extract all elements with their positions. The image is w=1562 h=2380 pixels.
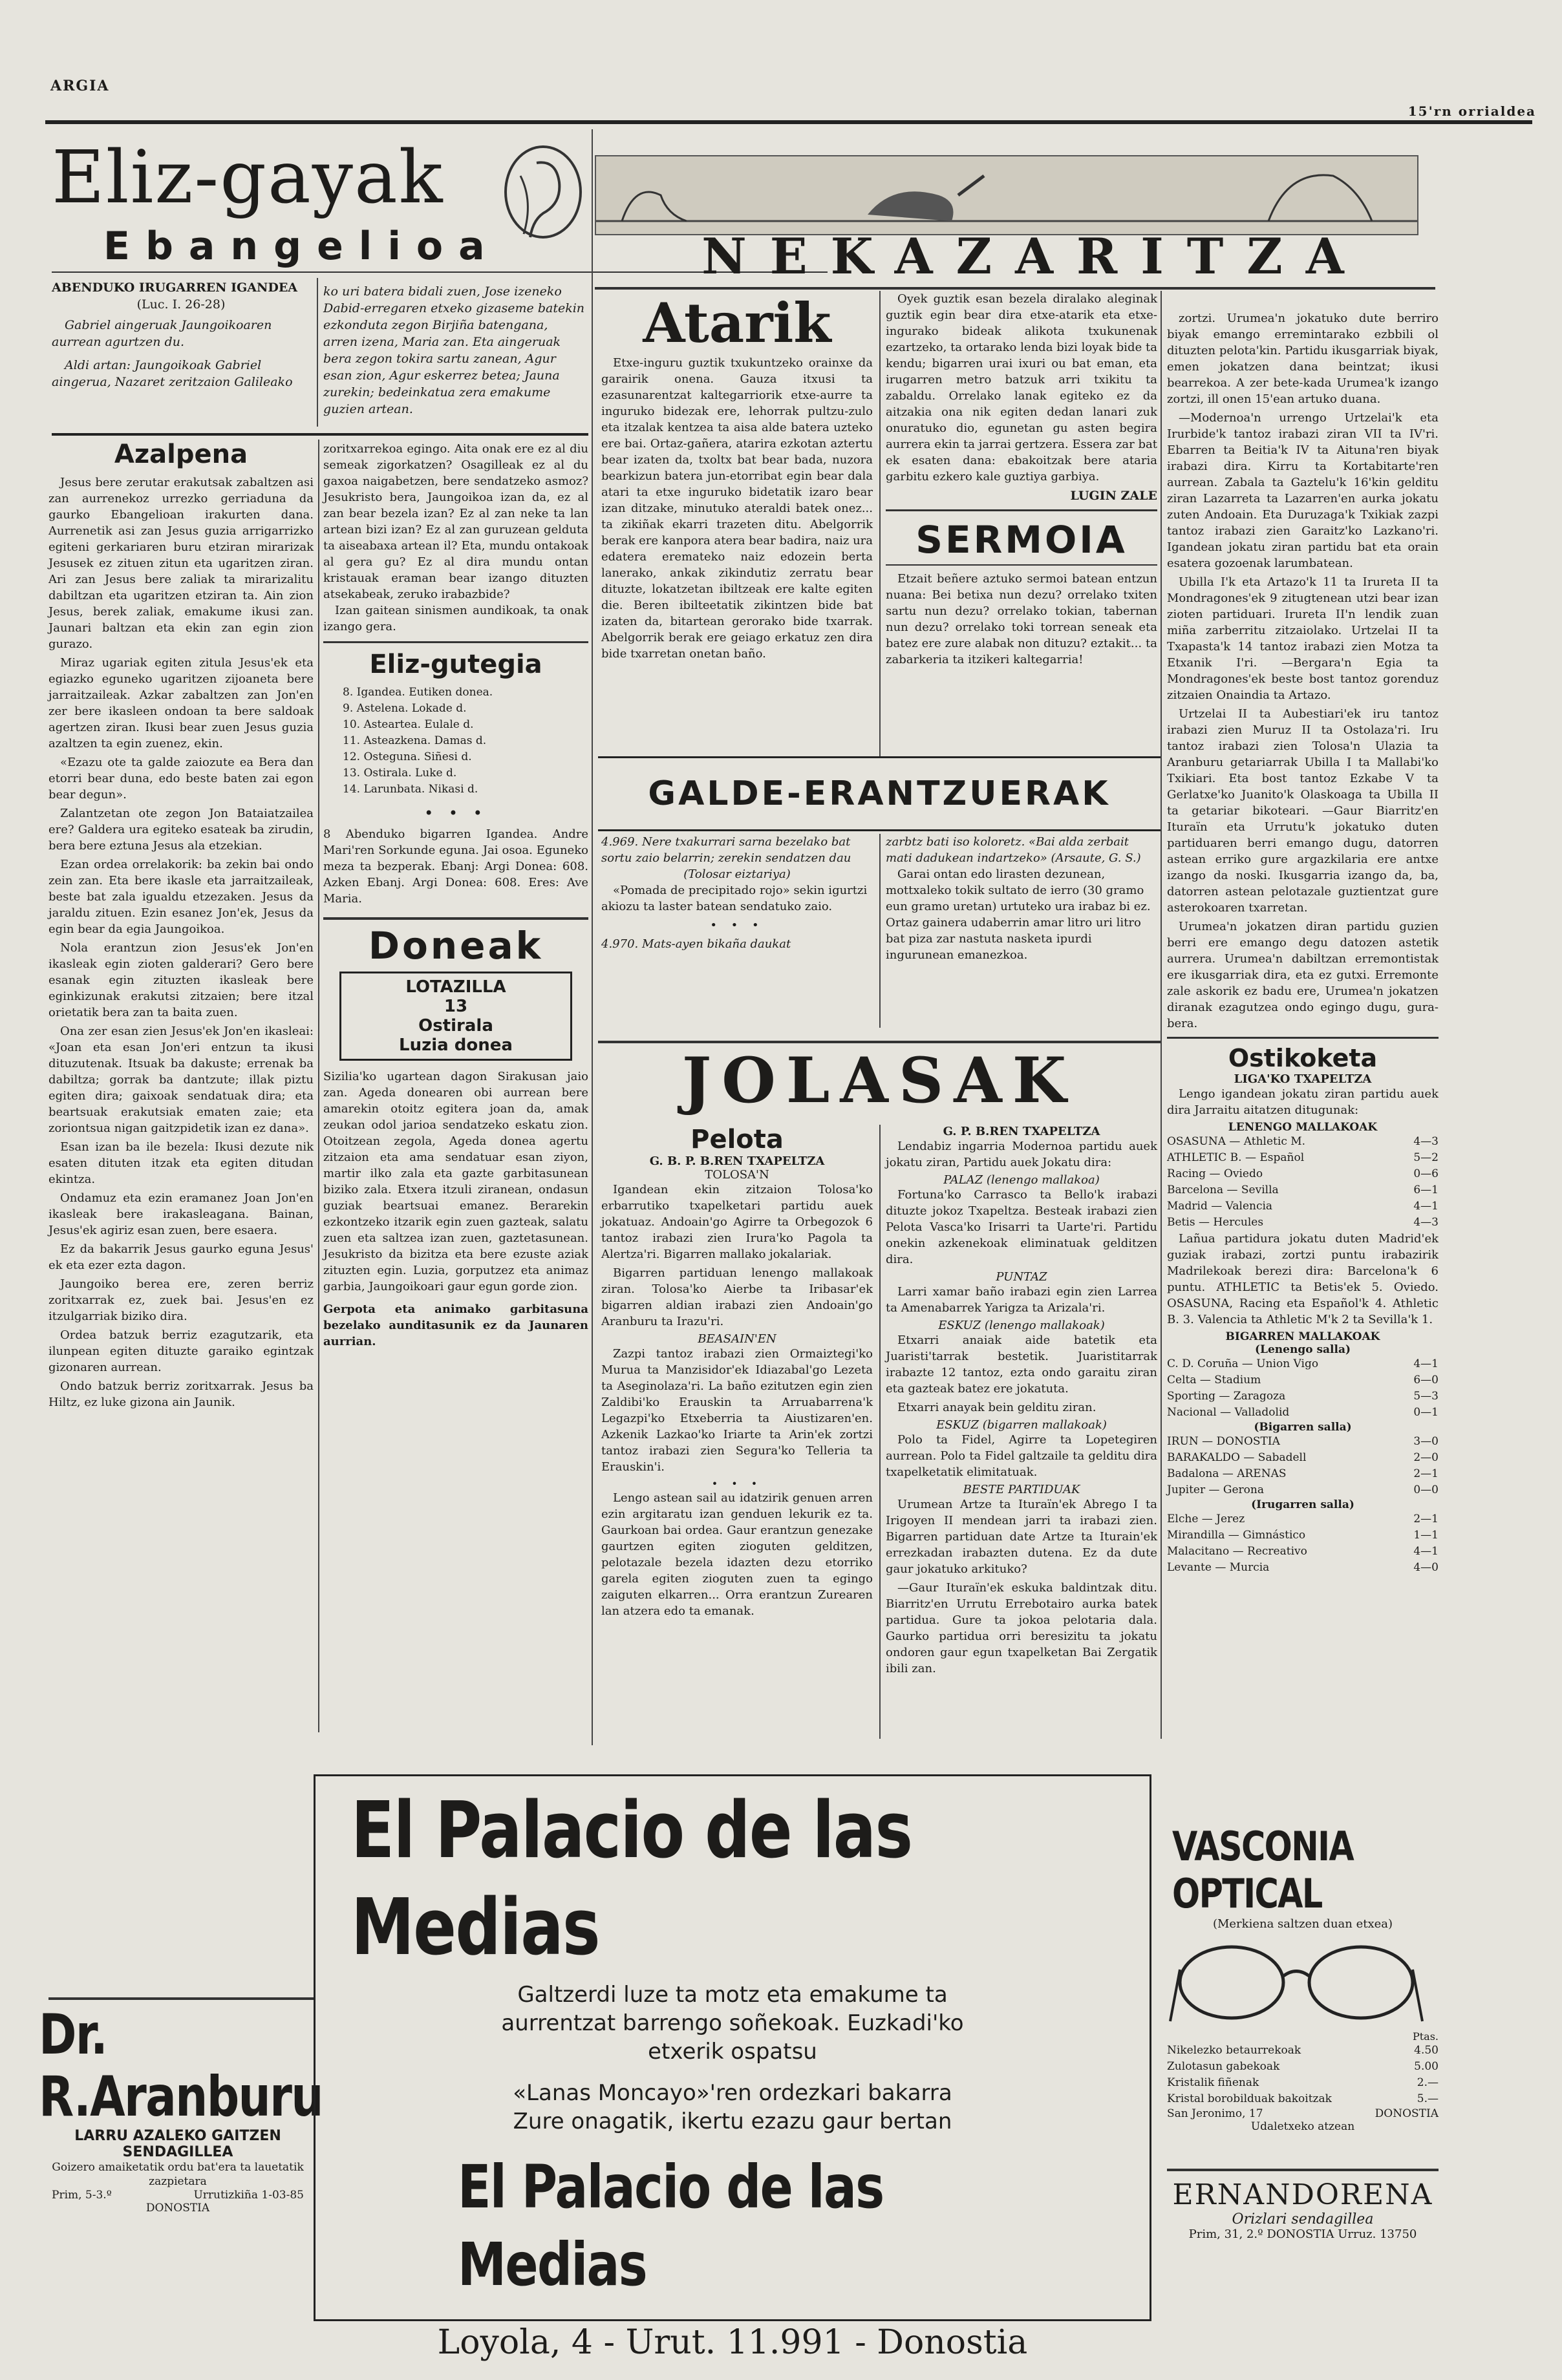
result-teams: Kristalik fiñenak xyxy=(1167,2076,1259,2089)
result-score: 0—0 xyxy=(1413,1483,1439,1496)
result-row xyxy=(1167,1388,1439,1405)
column-2: zoritxarrekoa egingo. Aita onak ere ez al diu semeak zigorkatzen? Osagilleak ez al du gaxoa naigabetzen, bere sendatzeko asmoz? Jesukristo bera, Jaungoikoa izan da, ez al zan bear bezela izan? Ez al zan neke ta lan artean bizi izan? Ez al zan guruzean gelduta ta aiseabaxa artean il? Eta, mundu ontakoak al gera gu? Ez al dira mundu ontan kristauak eraman bear izango dituzten atsekabeak, zeruko irabazbide? Izan gaitean sinismen aundikoak, ta onak izango gera. Eliz-gutegia 8. Igandea. Eutiken donea. 9. Astelena. Lokade d. 10. Asteartea. Eulale d. 11. Asteazkena. Damas d. 12. Osteguna. Siñesi d. 13. Ostirala. Luke d. 14. Larunbata. Nikasi d. • • • 8 Abenduko bigarren Igandea. Andre Mari'ren Sorkunde eguna. Jai osoa. Eguneko meza ta bezperak. Ebanj: Argi Donea: 608. Azken Ebanj. Argi Donea: 608. Eres: Ave Maria. Doneak LOTAZILLA 13 Ostirala Luzia donea Sizilia'ko ugartean dagon Sirakusan jaio zan. Ageda donearen obi aurrean bere amarekin otoitz egitera joan da, amak zeukan odol jarioa sendatzeko eskatu zion. Otoitzean zegola, Ageda donea agertu zitzaion eta ama sendatuar esan ziyon, martir ilko zala eta gazte garbitasunean biziko zala. Etxera itzuli ziranean, ondasun guziak beartsuai emanez. Berarekin ezkontzeko itzarik egin zuen gazteak, salatu zuen eta saltzea izan zuen, gaztetasunean. Jesukristo da bizitza eta bere ezuste aziak zituzten egin. Luzia, gorputzez eta animaz garbia, Jaungoikoari gaur egun gorde zion. Gerpota eta animako garbitasuna bezelako aunditasunik ez da Jaunaren aurrian. xyxy=(323,442,588,1348)
galde-col-2 xyxy=(886,834,1157,963)
plough-scene-icon xyxy=(596,156,1417,234)
palacio-l3: etxerik ospatsu xyxy=(648,2039,817,2065)
atarik-column xyxy=(601,291,873,662)
result-teams: Jupiter — Gerona xyxy=(1167,1483,1264,1496)
result-score: 5—3 xyxy=(1413,1390,1439,1403)
palacio-address: Loyola, 4 - Urut. 11.991 - Donostia xyxy=(437,2323,1028,2362)
result-teams: Nikelezko betaurrekoak xyxy=(1167,2044,1301,2057)
result-row xyxy=(1167,1511,1439,1527)
puntaz-text: Larri xamar baño irabazi egin zien Larrea ta Amenabarrek Yarigza ta Arizala'ri. xyxy=(886,1285,1157,1315)
result-score: 4—3 xyxy=(1413,1135,1439,1148)
result-score: 5—2 xyxy=(1413,1151,1439,1164)
palacio-l2: aurrentzat barrengo soñekoak. Euzkadi'ko xyxy=(501,2010,964,2036)
result-row xyxy=(1167,1405,1439,1421)
result-teams: Betis — Hercules xyxy=(1167,1216,1264,1229)
liga-title: LIGA'KO TXAPELTZA xyxy=(1234,1072,1372,1086)
result-row xyxy=(1167,1150,1439,1166)
lenengo-results xyxy=(1167,1134,1439,1231)
rc-d: Urtzelai II ta Aubestiari'ek iru tantoz irabazi zien Muruz II ta Ostolaza'ri. Iru tantoz irabazi zien Tolosa'n Ulazia ta Aranburu getariarrak Ubilla I ta Mallabi'ko Txikiari. Eta bost tantoz Ezkabe V ta Gerlatxe'ko Juanito'k Olaskoaga ta Ubilla II ta getariar bikoteari. —Gaur Biarritz'en Ituraïn eta Urrutu'k jokatuko duten partiduaren berri emango dugu, datorren astean erriko gure argazkilaria ere antxe izango da noski. Ikusgarria izango da, ba, datorren astean pelotazale guztientzat gure asterokoaren txarretan. xyxy=(1167,707,1439,915)
result-teams: Racing — Oviedo xyxy=(1167,1167,1263,1180)
azalpena-paragraph: Ondo batzuk berriz zoritxarrak. Jesus ba Hiltz, ez luke gizona ain Jaunik. xyxy=(48,1379,314,1409)
col2-text: zoritxarrekoa egingo. Aita onak ere ez al diu semeak zigorkatzen? Osagilleak ez al du gaxoa naigabetzen, bere sendatzeko asmoz? Jesukristo bera, Jaungoikoa izan da, ez al zan bear bezela izan? Ez al zan neke ta lan artean bizi izan? Ez al zan guruzean gelduta ta aiseabaxa artean il? Eta, mundu ontakoak al gera gu? Ez al dira mundu ontan kristauak eraman bear izango dituzten atsekabeak, zeruko irabazbide? xyxy=(323,442,588,601)
result-row xyxy=(1167,1544,1439,1560)
col2-text2: Izan gaitean sinismen aundikoak, ta onak izango gera. xyxy=(323,604,588,633)
galde-banner xyxy=(598,756,1161,831)
azalpena-paragraph: Ordea batzuk berriz ezagutzarik, eta ilunpean egiten dituzte garaiko egintzak gizonaren aurrean. xyxy=(48,1328,314,1374)
aranburu-ad xyxy=(39,2003,323,2215)
result-score: 2—1 xyxy=(1413,1467,1439,1480)
galde-a1: «Pomada de precipitado rojo» sekin igurtzi akiozu ta laster batean sendatuko zaio. xyxy=(601,884,868,913)
azalpena-paragraph: «Ezazu ote ta galde zaiozute ea Bera dan etorri bear duna, edo beste baten zai egon bear degun». xyxy=(48,756,314,802)
gp-title: G. P. B.REN TXAPELTZA xyxy=(943,1125,1100,1138)
ernand-title: ERNANDORENA xyxy=(1172,2178,1433,2211)
ernand-sub: Orizlari sendagillea xyxy=(1232,2211,1374,2227)
vasconia-udal: Udaletxeko atzean xyxy=(1250,2120,1355,2133)
calendar-month: LOTAZILLA xyxy=(405,977,506,997)
result-score: 4—1 xyxy=(1413,1200,1439,1213)
palaz-text: Fortuna'ko Carrasco ta Bello'k irabazi dituzte jokoz Txapeltza. Besteak irabazi zien Pelota Vasca'ko Irisarri ta Uarte'ri. Partidu onekin azkenekoak eliminatuak gelditzen dira. xyxy=(886,1188,1157,1266)
result-row xyxy=(1167,1527,1439,1544)
aranburu-name: Dr. R.Aranburu xyxy=(39,2003,323,2129)
result-teams: Badalona — ARENAS xyxy=(1167,1467,1287,1480)
page-number: 15'rn orrialdea xyxy=(1407,103,1536,119)
eliz-heading: ABENDUKO IRUGARREN IGANDEA xyxy=(52,281,298,295)
result-score: 4—3 xyxy=(1413,1216,1439,1229)
result-score: 4.50 xyxy=(1414,2044,1439,2057)
palaz-title: PALAZ (lenengo mallakoa) xyxy=(943,1173,1100,1187)
pelota-tolosa: TOLOSA'N xyxy=(705,1168,769,1182)
aranburu-line1: LARRU AZALEKO GAITZEN xyxy=(74,2128,281,2144)
result-score: 5.— xyxy=(1417,2092,1439,2105)
aranburu-addr: Prim, 5-3.º xyxy=(52,2189,112,2202)
right-column xyxy=(1167,310,1439,1576)
eliz-gutegia-item: 13. Ostirala. Luke d. xyxy=(343,767,457,780)
result-teams: Celta — Stadium xyxy=(1167,1374,1261,1387)
azalpena-paragraph: Esan izan ba ile bezela: Ikusi dezute nik esaten dituten itzak eta egiten ditudan ekintza. xyxy=(48,1140,314,1186)
result-score: 4—1 xyxy=(1413,1357,1439,1370)
result-row xyxy=(1167,1182,1439,1198)
eliz-gayak-section xyxy=(52,136,588,269)
ernandorena-ad xyxy=(1167,2178,1439,2241)
result-row xyxy=(1167,1434,1439,1450)
eliz-gutegia-item: 12. Osteguna. Siñesi d. xyxy=(343,750,472,763)
result-teams: Sporting — Zaragoza xyxy=(1167,1390,1286,1403)
result-row xyxy=(1167,2043,1439,2059)
galde-title: GALDE-ERANTZUERAK xyxy=(648,774,1111,813)
result-row xyxy=(1167,2059,1439,2075)
azalpena-body xyxy=(48,474,314,1410)
eskuz-text: Etxarri anaiak aide batetik eta Juaristi'tarrak bestetik. Juaristitarrak irabazte 12 tantoz, ezta ondo garaitu ziran eta gazteak batez ere jokatuta. xyxy=(886,1333,1157,1396)
vasconia-pts: Ptas. xyxy=(1412,2030,1439,2043)
calendar-day: 13 xyxy=(444,997,468,1016)
eliz-gutegia-item: 10. Asteartea. Eulale d. xyxy=(343,718,474,731)
pelota-title: Pelota xyxy=(690,1125,784,1154)
azalpena-paragraph: Zalantzetan ote zegon Jon Bataiatzailea ere? Galdera ura egiteko esateak ba zirudin, bera bere eztuna Jesus ala etzekian. xyxy=(48,807,314,853)
result-score: 2—0 xyxy=(1413,1451,1439,1464)
eliz-gutegia-title: Eliz-gutegia xyxy=(369,650,542,679)
rc-top: zortzi. Urumea'n jokatuko dute berriro biyak emango erremintarako ezbbili ol dituzten pelota'kin. Partidu ikusgarriak biyak, emen jokatzen dana beintzat; ikusi bearrekoa. A zer bete-kada Urumea'k izango zortzi, ill onen 15'ean artuko duana. xyxy=(1167,312,1439,406)
result-teams: Madrid — Valencia xyxy=(1167,1200,1273,1213)
result-score: 0—6 xyxy=(1413,1167,1439,1180)
ostikoketa-title: Ostikoketa xyxy=(1228,1044,1378,1072)
eliz-right-lead: ko uri batera bidali zuen, Jose izeneko Dabid-erregaren etxeko gizaseme batekin ezkonduta zegon Birjiña batengana, arren izena, Maria zan. Eta aingeruak bera zegon tokira sartu zanean, Agur esan zion, Agur eskerrez betea; Jauna zurekin; bedeinkatua zera emakume guzien artean. xyxy=(323,284,585,416)
gp-text: Lendabiz ingarria Modernoa partidu auek jokatu ziran, Partidu auek Jokatu dira: xyxy=(886,1140,1157,1169)
eliz-gutegia-list xyxy=(343,685,588,798)
azalpena-paragraph: Nola erantzun zion Jesus'ek Jon'en ikasleak egin zioten galderari? Gero bere esanak egin zituzten ikasleak bere eginkizunak erakutsi zitzaien; bere itzal orietatik bera zan ta baita zuen. xyxy=(48,941,314,1019)
galde-q2: 4.970. Mats-ayen bikaña daukat xyxy=(601,937,791,951)
vasconia-sub: (Merkiena saltzen duan etxea) xyxy=(1212,1917,1393,1931)
aranburu-line2: SENDAGILLEA xyxy=(122,2144,233,2160)
azalpena-paragraph: Ona zer esan zien Jesus'ek Jon'en ikasleai: «Joan eta esan Jon'eri entzun ta ikusi dituzutenak. Itsuak ba dakuste; errenak ba dabiltza; gorrak ba dantzute; illak piztu egiten dira; gaixoak sendatuak dira; eta beartsuak erakutsiak ematen zaie; eta zoriontsua nigan gaitzpidetik izan ez dana». xyxy=(48,1025,314,1135)
lenengo-title: LENENGO MALLAKOAK xyxy=(1228,1121,1378,1134)
pelota-gbp: G. B. P. B.REN TXAPELTZA xyxy=(649,1154,825,1168)
eliz-left-lead xyxy=(52,279,310,390)
beste-text-2: —Gaur Ituraïn'ek eskuka baldintzak ditu. Biarritz'en Urrutu Errebotairo aurka batek partidua. Gure ta jokoa pelotaria dala. Gaurko partidua orri beresizitu ta jokatu ondoren gaur egun txapelketan Bai Zergatik ibili zan. xyxy=(886,1581,1157,1675)
bigarren-1-results xyxy=(1167,1356,1439,1421)
top-rule xyxy=(45,120,1532,124)
vasconia-ad xyxy=(1167,1823,1439,2133)
result-row xyxy=(1167,1215,1439,1231)
azalpena-paragraph: Jesus bere zerutar erakutsak zabaltzen asi zan aurrenekoz urrezko gerriaduna da gaurko Ebangelioan irakurten dana. Aurrenetik asi zan Jesus guzia arrigarrizko egiteni gerkariaren buru etziran mirarizak Jesusek ez zituen zitun eta ugaritzen ziran. Ari zan Jesus bere zaliak ta mirarizalitu dabiltzan eta ugaritzen etziran ta. Ain zion Jesus, berek zaliak, emakume ikusi zan. Jaunari baltzan eta ekin zan egin zion gurazo. xyxy=(48,476,314,651)
beste-text: Urumean Artze ta Ituraïn'ek Abrego I ta Irigoyen II mendean jarri ta irabazi zien. Bigarren partiduan date Artze ta Iturain'ek errezkadan irabazten dutena. Ez da dute gaur jokatuko arkituko? xyxy=(886,1498,1157,1576)
result-row xyxy=(1167,1482,1439,1498)
result-teams: OSASUNA — Athletic M. xyxy=(1167,1135,1306,1148)
rc-e: Urumea'n jokatzen diran partidu guzien berri ere emango degu datozen astetik aurrera. Urumea'n dabiltzan erremontistak ere ikusgarriak dira, eta ez gutxi. Erremonte zale askorik ez badu ere, Urumea'n jokatzen diranak ezagutzea ondo egingo dugu, gura-bera. xyxy=(1167,920,1439,1030)
calendar-saint: Luzia donea xyxy=(399,1036,513,1055)
bsalla-title: (Bigarren salla) xyxy=(1254,1421,1352,1434)
eliz-lead-1: Gabriel aingeruak Jaungoikoaren aurrean agurtzen du. xyxy=(52,318,272,349)
result-row xyxy=(1167,1560,1439,1576)
pelota-beasain: BEASAIN'EN xyxy=(698,1332,776,1346)
atarik-title: Atarik xyxy=(643,291,831,355)
eliz-gutegia-item: 11. Asteazkena. Damas d. xyxy=(343,734,487,747)
result-score: 3—0 xyxy=(1413,1435,1439,1448)
azalpena-paragraph: Ez da bakarrik Jesus gaurko eguna Jesus' ek eta ezer ezta dagon. xyxy=(48,1242,314,1272)
jolasak-title: JOLASAK xyxy=(681,1044,1077,1117)
result-score: 6—0 xyxy=(1413,1374,1439,1387)
sermoia-text: Etzait beñere aztuko sermoi batean entzun nuana: Bei betixa nun dezu? orrelako txiten sartu nun dezu? orrelako tokian, tabernan nun dezu? orrelako toki torrean seneak eta batez ere zure alabak non dituzu? eztakit... ta zabarkeria ta itzikeri kaltegarria! xyxy=(886,572,1157,666)
galde-col-1: 4.969. Nere txakurrari sarna bezelako bat sortu zaio belarrin; zerekin sendatzen dau (Tolosar eiztariya) «Pomada de precipitado rojo» sekin igurtzi akiozu ta laster batean sendatuko zaio. • • • 4.970. Mats-ayen bikaña daukat xyxy=(601,834,873,952)
ernand-addr: Prim, 31, 2.º DONOSTIA Urruz. 13750 xyxy=(1188,2227,1417,2241)
eskuz-title: ESKUZ (lenengo mallakoak) xyxy=(938,1319,1105,1332)
saint-tail: Gerpota eta animako garbitasuna bezelako aunditasunik ez da Jaunaren aurrian. xyxy=(323,1302,588,1348)
result-row xyxy=(1167,1372,1439,1388)
eliz-gutegia-item: 8. Igandea. Eutiken donea. xyxy=(343,686,493,699)
azalpena-paragraph: Ondamuz eta ezin eramanez Joan Jon'en ikasleak bere irakasleagana. Bainan, Jesus'ek agiriz esan zuen, bere esaera. xyxy=(48,1191,314,1237)
result-score: 4—0 xyxy=(1413,1561,1439,1574)
pelota-column-2 xyxy=(886,1125,1157,1679)
result-score: 1—1 xyxy=(1413,1529,1439,1542)
aranburu-line3: Goizero amaiketatik ordu bat'era ta lauetatik zazpietara xyxy=(52,2161,304,2188)
result-teams: Barcelona — Sevilla xyxy=(1167,1184,1279,1196)
result-teams: Nacional — Valladolid xyxy=(1167,1406,1290,1419)
result-teams: Mirandilla — Gimnástico xyxy=(1167,1529,1306,1542)
eliz-gutegia-item: 9. Astelena. Lokade d. xyxy=(343,702,467,715)
praying-figure-icon xyxy=(498,143,588,240)
result-teams: BARAKALDO — Sabadell xyxy=(1167,1451,1307,1464)
palacio-l5: Zure onagatik, ikertu ezazu gaur bertan xyxy=(513,2109,952,2134)
result-teams: ATHLETIC B. — Español xyxy=(1167,1151,1305,1164)
azalpena-title: Azalpena xyxy=(114,440,248,469)
ebangelioa-title: Ebangelioa xyxy=(103,224,500,269)
eliz-lead-2: Aldi artan: Jaungoikoak Gabriel aingerua, Nazaret zeritzaion Galileako xyxy=(52,358,293,389)
atarik-text: Etxe-inguru guztik txukuntzeko orainxe da garairik onena. Gauza itxusi ta ezasunarentzat kaltegarriorik etxe-aurre ta inguruko bidezak ere, lehorrak pultzu-zulo eta itzalak kentzea ta aisa alde batera uzteko ere bai. Ortaz-gañera, atarira ezkotan aztertu bear izaten da, txoltx bat bear bada, nuzora bearkizun batera jun-etorribat egin bear dala atari ta etxe inguruko bidetatik izaro bear izan ditzake, minutuko ateraldi batek onez... ta zikiñak ekarri trazeten ditu. Abelgorrik berak ere kanpora atera bear badira, naiz ura edatera eremateko naiz edozein berta lanerako, ankak zikindutiz zerratu bear dituzte, lokatzetan ibiltzeak ere kalte egiten die. Beren ibilteetatik zikintzen bide bat izaten da, bitartean gerorako bide txarrak. Abelgorrik berak ere geiago erkatuz zen dira bide txarretan onetan baño. xyxy=(601,356,873,661)
lsalla-title: (Lenengo salla) xyxy=(1254,1343,1351,1356)
farm-illustration xyxy=(595,155,1418,235)
result-teams: Zulotasun gabekoak xyxy=(1167,2060,1280,2073)
sermoia-title: SERMOIA xyxy=(915,518,1128,562)
beste-title: BESTE PARTIDUAK xyxy=(963,1483,1080,1496)
result-score: 2.— xyxy=(1417,2076,1439,2089)
palacio-l4: «Lanas Moncayo»'ren ordezkari bakarra xyxy=(513,2080,952,2106)
azalpena-column xyxy=(48,440,314,1413)
pelota-t2: Bigarren partiduan lenengo mallakoak ziran. Tolosa'ko Aierbe ta Iribasar'ek bigarren aldian irabazi zien Andoain'go Aranburu ta Irazu'ri. xyxy=(601,1266,873,1328)
result-row xyxy=(1167,2091,1439,2107)
rc-b: —Modernoa'n urrengo Urtzelai'k eta Irurbide'k tantoz irabazi ziran VII ta IV'ri. Ebarren ta Beitia'k IV ta Aituna'ren biyak irabazi dira. Kirru ta Kortabitarte'ren aurrean. Zabala ta Gaztelu'k 16'kin gelditu ziran Lazarreta ta Lazarren'en aurka jokatu zuten Andoain. Eta Duruzaga'k Txikiak zazpi tantoz irabazi zien Garaitz'ko Lazkano'ri. Igandean jokatu ziran partidu bat eta orain esatera gozoenak larumbatean. xyxy=(1167,411,1439,570)
result-row xyxy=(1167,1134,1439,1150)
aranburu-city: DONOSTIA xyxy=(145,2202,210,2215)
result-score: 5.00 xyxy=(1414,2060,1439,2073)
eskuz2-text: Polo ta Fidel, Agirre ta Lopetegiren aurrean. Polo ta Fidel galtzaile ta gelditu dira txapelketatik elimitatuak. xyxy=(886,1433,1157,1479)
calendar-weekday: Ostirala xyxy=(418,1016,493,1036)
result-score: 6—1 xyxy=(1413,1184,1439,1196)
result-teams: Kristal borobilduak bakoitzak xyxy=(1167,2092,1332,2105)
bigarren-title: BIGARREN MALLAKOAK xyxy=(1225,1330,1380,1343)
nekazaritza-title: NEKAZARITZA xyxy=(701,228,1367,285)
doneak-title: Doneak xyxy=(368,924,544,968)
azalpena-paragraph: Miraz ugariak egiten zitula Jesus'ek eta egiazko eguneko ugaritzen zijoaneta bere jarraitzaileak. Azkar zabaltzen zan Jon'en zer bere ikasleen ondoan ta bere saldoak agertzen ziran. Ikusi bear zuen Jesus guzia azaltzen ta egin zuenez, ekin. xyxy=(48,656,314,750)
result-row xyxy=(1167,1450,1439,1466)
result-row xyxy=(1167,1356,1439,1372)
atarik-text-2: Oyek guztik esan bezela diralako aleginak guztik egin bear dira etxe-atarik eta etxe-ingurako bideak alikota txukunenak ezartzeko, ta ortarako lenda bizi loyak bide ta kendu; bigarren urai ixuri ou bat eman, eta irugarren metro batzuk arri txikitu ta zabaldu. Orrelako lanak egiteko ez da aitzakia ona nik egiten dedan lanari zuk onuratuko dio, egunetan gu asten begira aurrera ekin ta jarrai gertzera. Essera zar bat ek esaten dana: ebakoitzak bere ataria garbitu ezkero kale guztiya garbiya. xyxy=(886,292,1157,483)
eskuz-text-2: Etxarri anayak bein gelditu ziran. xyxy=(897,1401,1097,1414)
liga-text: Lengo igandean jokatu ziran partidu auek dira Jarraitu aitatzen ditugunak: xyxy=(1167,1087,1439,1117)
pelota-column: Pelota G. B. P. B.REN TXAPELTZA TOLOSA'N Igandean ekin zitzaion Tolosa'ko erbarrutiko txapelketari partidu auek jokatuaz. Andoain'go Agirre ta Orbegozok 6 tantoz irabazi zien Irura'ko Pagola ta Alertza'ri. Bigarren mallako jokalariak. Bigarren partiduan lenengo mallakoak ziran. Tolosa'ko Aierbe ta Iribasar'ek bigarren aldian irabazi zien Andoain'go Aranburu ta Irazu'ri. BEASAIN'EN Zazpi tantoz irabazi zien Ormaiztegi'ko Murua ta Manzisidor'ek Idiazabal'go Lezeta ta Aseginolaza'ri. La baño ezitutzen egin zien Zaldibi'ko Erauskin ta Arruabarrena'k Legazpi'ko Etxeberria ta Aiustizaren'en. Azkenik Lazkao'ko Iriarte ta Arin'ek zortzi tantoz irabazi zien Segura'ko Telleria ta Erauskin'i. • • • Lengo astean sail au idatzirik genuen arren ezin argitaratu izan genduen lekurik ez ta. Gaurkoan bai ordea. Gaur erantzun genezake gaurtzen egiten zioguten gelditzen, pelotazale bezela idazten dezu etorriko garela egiten zioguten zuen ta egingo zaiguten elkarren... Orra erantzun Zurearen lan atzera edo ta emanak. xyxy=(601,1125,873,1618)
result-row xyxy=(1167,2075,1439,2091)
result-row xyxy=(1167,1198,1439,1215)
result-row xyxy=(1167,1166,1439,1182)
vasconia-city: DONOSTIA xyxy=(1375,2107,1439,2120)
pelota-t1: Igandean ekin zitzaion Tolosa'ko erbarrutiko txapelketari partidu auek jokatuaz. Andoain'go Agirre ta Orbegozok 6 tantoz irabazi zien Irura'ko Pagola ta Alertza'ri. Bigarren mallako jokalariak. xyxy=(601,1183,873,1261)
eliz-note: 8 Abenduko bigarren Igandea. Andre Mari'ren Sorkunde eguna. Jai osoa. Eguneko meza ta bezperak. Ebanj: Argi Donea: 608. Azken Ebanj. Argi Donea: 608. Eres: Ave Maria. xyxy=(323,827,588,906)
atarik-column-2 xyxy=(886,291,1157,668)
rc-c: Ubilla I'k eta Artazo'k 11 ta Irureta II ta Mondragones'ek 9 zitugtenean utzi bear izan zioten partiduari. Irureta II'n lendik zuan miña zarberritu zitzaiolako. Urtzelai II ta Txapasta'k 14 tantoz irabazi zien Motza ta Etxanik I'ri. —Bergara'n Egia ta Mondragones'ek beste bost tantoz gorenduz zitzaien Onaindia ta Artazo. xyxy=(1167,575,1439,702)
lenengo-text: Lañua partidura jokatu duten Madrid'ek guziak irabazi, zortzi puntu irabazirik Madrilekoak berezi dira: Barcelona'k 6 puntu. ATHLETIC ta Betis'ek 5. Oviedo. OSASUNA, Racing eta Español'k 4. Athletic B. 3. Valencia ta Athletic M'k 2 ta Sevilla'k 1. xyxy=(1167,1232,1439,1326)
bigarren-2-results xyxy=(1167,1434,1439,1498)
result-teams: Malacitano — Recreativo xyxy=(1167,1545,1307,1558)
puntaz-title: PUNTAZ xyxy=(996,1270,1047,1284)
azalpena-paragraph: Jaungoiko berea ere, zeren berriz zoritxarrak ez, zuek bai. Jesus'en ez itzulgarriak biziko dira. xyxy=(48,1277,314,1323)
azalpena-paragraph: Ezan ordea orrelakorik: ba zekin bai ondo zein zan. Eta bere ikasle eta jarraitzaileak, beste bat zala igualdu etzezaken. Jesus da jaraldu zituen. Ezin esanez Jon'ek, Jesus da egin bear da egia Jaungoikoa. xyxy=(48,858,314,936)
result-score: 2—1 xyxy=(1413,1513,1439,1525)
palacio-ad xyxy=(314,1774,1151,2362)
result-teams: IRUN — DONOSTIA xyxy=(1167,1435,1280,1448)
vasconia-addr: San Jeronimo, 17 xyxy=(1167,2107,1263,2120)
eliz-ref: (Luc. I. 26-28) xyxy=(136,297,226,312)
palacio-title: El Palacio de las Medias xyxy=(351,1786,912,1973)
pelota-t3: Zazpi tantoz irabazi zien Ormaiztegi'ko Murua ta Manzisidor'ek Idiazabal'go Lezeta ta Aseginolaza'ri. La baño ezitutzen egin zien Zaldibi'ko Erauskin ta Arruabarrena'k Legazpi'ko Etxeberria ta Aiustizaren'en. Azkenik Lazkao'ko Iriarte ta Arin'ek zortzi tantoz irabazi zien Segura'ko Telleria ta Erauskin'i. xyxy=(601,1347,873,1474)
pelota-t4: Lengo astean sail au idatzirik genuen arren ezin argitaratu izan genduen lekurik ez ta. Gaurkoan bai ordea. Gaur erantzun genezake gaurtzen egiten zioguten gelditzen, pelotazale bezela idazten dezu etorriko garela egiten zioguten zuen ta egingo zaiguten elkarren... Orra erantzun Zurearen lan atzera edo ta emanak. xyxy=(601,1491,873,1618)
eskuz2-title: ESKUZ (bigarren mallakoak) xyxy=(936,1418,1107,1432)
result-teams: Levante — Murcia xyxy=(1167,1561,1270,1574)
result-score: 4—1 xyxy=(1413,1545,1439,1558)
palacio-l1: Galtzerdi luze ta motz eta emakume ta xyxy=(517,1982,948,2008)
result-row xyxy=(1167,1466,1439,1482)
saint-text: Sizilia'ko ugartean dagon Sirakusan jaio zan. Ageda donearen obi aurrean bere amarekin otoitz egitera joan da, amak zeukan odol jarioa sendatzeko eskatu zion. Otoitzean zegola, Ageda donea agertu zitzaion eta ama sendatuar esan ziyon, martir ilko zala eta gazte garbitasunean biziko zala. Etxera itzuli ziranean, ondasun guziak beartsuai emanez. Berarekin ezkontzeko itzarik egin zuen gazteak, salatu zuen eta saltzea izan zuen, gaztetasunean. Jesukristo da bizitza eta bere ezuste aziak zituzten egin. Luzia, gorputzez eta animaz garbia, Jaungoikoari gaur egun gorde zion. xyxy=(323,1070,588,1293)
galde-q1-sig: (Tolosar eiztariya) xyxy=(683,867,791,881)
palacio-title-2: El Palacio de las Medias xyxy=(458,2152,884,2299)
bigarren-3-results xyxy=(1167,1511,1439,1576)
galde-a2: Garai ontan edo lirasten dezunean, mottxaleko tokik sultato de ierro (30 gramo eun gramo uretan) urtuteko ura irabaz bi ez. Ortaz gainera udaberrin amar litro uri litro bat piza zar nastuta nasketa ipurdi ingurunean emanezkoa. xyxy=(886,867,1151,962)
aranburu-tel: Urrutizkiña 1-03-85 xyxy=(193,2189,304,2202)
vasconia-prices xyxy=(1167,2043,1439,2107)
result-score: 0—1 xyxy=(1413,1406,1439,1419)
calendar-box xyxy=(339,972,572,1061)
isalla-title: (Irugarren salla) xyxy=(1251,1498,1354,1511)
eliz-gutegia-item: 14. Larunbata. Nikasi d. xyxy=(343,783,478,796)
galde-q2b: zarbtz bati iso koloretz. «Bai alda zerbait mati dadukean indartzeko» (Arsaute, G. S.) xyxy=(886,835,1141,865)
atarik-signature: LUGIN ZALE xyxy=(1070,489,1157,503)
vasconia-title: VASCONIA OPTICAL xyxy=(1172,1823,1354,1917)
result-teams: Elche — Jerez xyxy=(1167,1513,1245,1525)
eliz-title: Eliz-gayak xyxy=(52,136,444,220)
eyeglasses-icon xyxy=(1167,1931,1439,2028)
galde-q1: 4.969. Nere txakurrari sarna bezelako bat sortu zaio belarrin; zerekin sendatzen dau xyxy=(601,835,851,865)
newspaper-name: ARGIA xyxy=(50,78,110,94)
result-teams: C. D. Coruña — Union Vigo xyxy=(1167,1357,1319,1370)
